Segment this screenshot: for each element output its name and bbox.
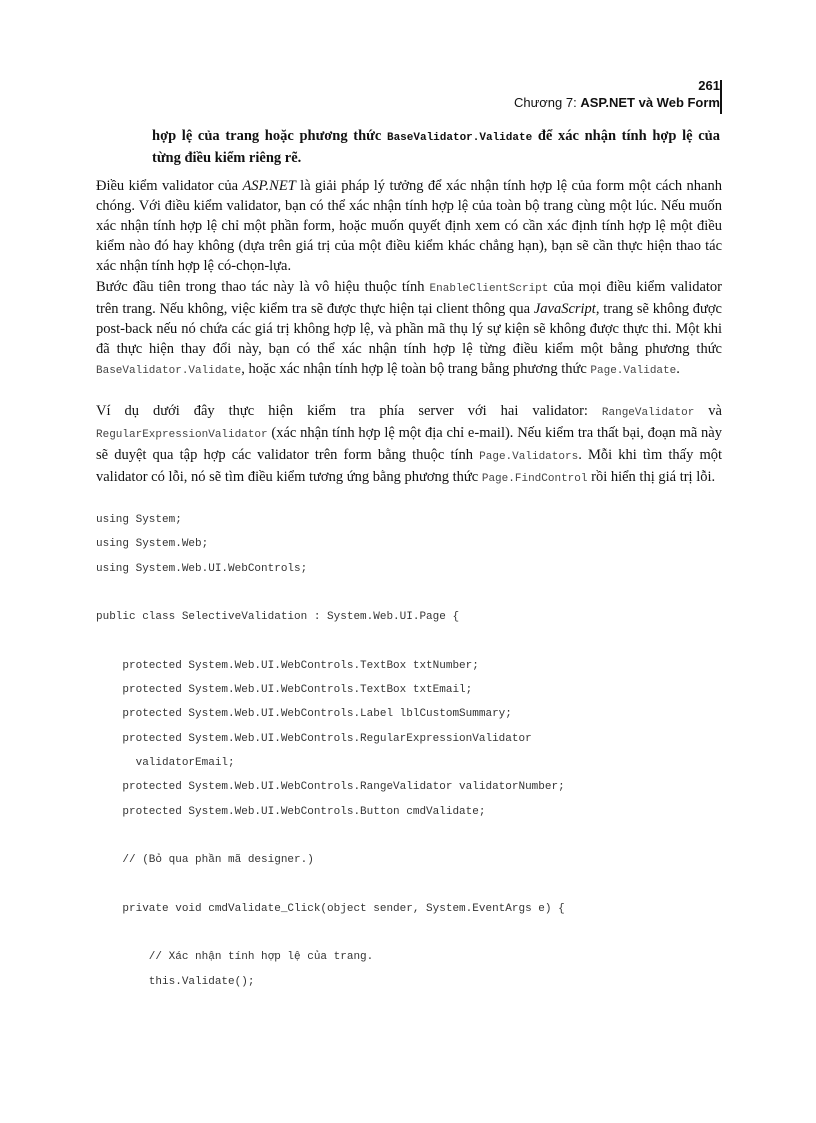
p3-code-3: Page.Validators bbox=[479, 451, 579, 463]
note-text-2: để xác nhận tính hợp lệ của từng điều kiểm riêng rẽ. bbox=[152, 128, 720, 166]
code-line: protected System.Web.UI.WebControls.TextBox txtEmail; bbox=[96, 684, 473, 697]
p2-text-3: , trang sẽ không được post-back nếu nó chứa các giá trị không hợp lệ, và phần mã thụ lý sự kiện sẽ không được thực thi. Một khi đã thực hiện thay đổi này, bạn có thể xác nhận tính hợp lệ từng điều kiểm một bằng phương thức bbox=[96, 301, 722, 357]
code-line: protected System.Web.UI.WebControls.TextBox txtNumber; bbox=[96, 659, 479, 672]
code-line: // Xác nhận tính hợp lệ của trang. bbox=[96, 951, 374, 964]
code-line: validatorEmail; bbox=[96, 756, 235, 769]
note-text-1: hợp lệ của trang hoặc phương thức bbox=[152, 128, 387, 144]
p3-code-4: Page.FindControl bbox=[481, 473, 588, 485]
code-line: protected System.Web.UI.WebControls.Label lblCustomSummary; bbox=[96, 708, 512, 721]
p2-code-2: BaseValidator.Validate bbox=[96, 365, 242, 377]
p1-text-1: Điều kiểm validator của bbox=[96, 178, 243, 194]
p3-code-2: RegularExpressionValidator bbox=[96, 429, 268, 441]
code-line bbox=[96, 872, 565, 896]
p1-text-2: là giải pháp lý tưởng để xác nhận tính hợp lệ của form một cách nhanh chóng. Với điều kiểm validator, bạn có thể xác nhận tính hợp lệ của toàn bộ trang cùng một lúc. Nếu muốn xác nhận tính hợp lệ chỉ một phần form, hoặc muốn quyết định xem có cần xác định tính hợp lệ một điều kiểm nào đó hay không (dựa trên giá trị của một điều kiểm khác chẳng hạn), bạn sẽ cần thực hiện thao tác xác nhận tính hợp lệ có-chọn-lựa. bbox=[96, 178, 722, 274]
note-text bbox=[152, 126, 720, 168]
code-line: public class SelectiveValidation : System.Web.UI.Page { bbox=[96, 611, 460, 624]
p3-text-5: rồi hiển thị giá trị lỗi. bbox=[587, 469, 716, 485]
p3-text-4: . Mỗi khi tìm thấy một validator có lỗi, nó sẽ tìm điều kiểm tương ứng bằng phương thức bbox=[96, 447, 722, 485]
page-number: 261 bbox=[698, 78, 720, 93]
p3-text-2: và bbox=[694, 403, 722, 419]
paragraph-2 bbox=[96, 277, 722, 381]
p3-text-3: (xác nhận tính hợp lệ một địa chỉ e-mail). Nếu kiểm tra thất bại, đoạn mã này sẽ duyệt qua tập hợp các validator trên form bằng thuộc tính bbox=[96, 425, 722, 463]
p3-code-1: RangeValidator bbox=[601, 407, 695, 419]
code-line: // (Bỏ qua phần mã designer.) bbox=[96, 854, 314, 867]
code-line bbox=[96, 581, 565, 605]
paragraph-1 bbox=[96, 176, 722, 276]
p2-text-5: . bbox=[676, 361, 680, 377]
p2-text-4: , hoặc xác nhận tính hợp lệ toàn bộ trang bằng phương thức bbox=[241, 361, 591, 377]
code-line: using System.Web; bbox=[96, 538, 209, 551]
code-line: protected System.Web.UI.WebControls.RangeValidator validatorNumber; bbox=[96, 781, 565, 794]
p3-text-1: Ví dụ dưới đây thực hiện kiểm tra phía server với hai validator: bbox=[96, 403, 602, 419]
chapter-title: ASP.NET và Web Form bbox=[580, 95, 720, 110]
p1-italic-1: ASP.NET bbox=[242, 178, 296, 194]
paragraph-3 bbox=[96, 401, 722, 489]
note-code-1: BaseValidator.Validate bbox=[386, 132, 533, 144]
p2-italic-1: JavaScript bbox=[533, 301, 596, 317]
header-rule bbox=[720, 80, 722, 114]
code-line: protected System.Web.UI.WebControls.Button cmdValidate; bbox=[96, 805, 486, 818]
p2-code-3: Page.Validate bbox=[590, 365, 677, 377]
p2-code-1: EnableClientScript bbox=[429, 283, 549, 295]
code-line: using System.Web.UI.WebControls; bbox=[96, 562, 308, 575]
chapter-prefix: Chương 7: bbox=[513, 95, 581, 110]
code-line: private void cmdValidate_Click(object sender, System.EventArgs e) { bbox=[96, 902, 565, 915]
code-line: protected System.Web.UI.WebControls.RegularExpressionValidator bbox=[96, 732, 532, 745]
p2-text-1: Bước đầu tiên trong thao tác này là vô hiệu thuộc tính bbox=[96, 279, 430, 295]
code-block bbox=[96, 508, 565, 994]
code-line bbox=[96, 824, 565, 848]
code-line: this.Validate(); bbox=[96, 975, 255, 988]
code-line bbox=[96, 629, 565, 653]
code-line: using System; bbox=[96, 514, 182, 526]
page-header bbox=[514, 78, 720, 112]
code-line bbox=[96, 921, 565, 945]
p2-text-2: của mọi điều kiểm validator trên trang. Nếu không, việc kiểm tra sẽ được thực hiện tại client thông qua bbox=[96, 279, 723, 317]
chapter-heading bbox=[514, 94, 720, 112]
